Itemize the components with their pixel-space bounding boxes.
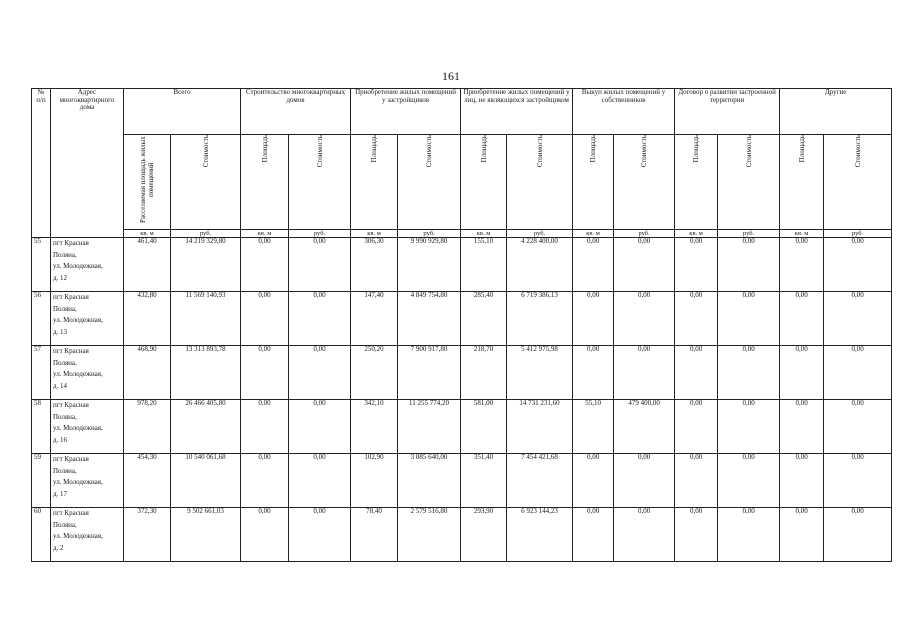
unit-area: кв. м	[351, 230, 398, 238]
unit-area: кв. м	[780, 230, 824, 238]
cell-area: 78,40	[351, 508, 398, 562]
cell-area: 250,20	[351, 346, 398, 400]
cell-cost: 0,00	[824, 400, 892, 454]
header-sub-cost	[171, 135, 241, 230]
cell-cost: 7 454 421,68	[507, 454, 573, 508]
header-sub-label: Площадь	[370, 135, 379, 163]
row-number: 59	[32, 454, 51, 508]
cell-cost: 0,00	[824, 346, 892, 400]
header-sub-cost	[398, 135, 461, 230]
cell-area: 0,00	[573, 238, 614, 292]
unit-rub: руб.	[398, 230, 461, 238]
cell-cost: 14 731 231,60	[507, 400, 573, 454]
cell-cost: 0,00	[614, 238, 675, 292]
cell-area: 293,90	[461, 508, 507, 562]
unit-area: кв. м	[675, 230, 718, 238]
cell-cost: 0,00	[614, 508, 675, 562]
cell-cost: 13 313 893,78	[171, 346, 241, 400]
header-sub-cost	[614, 135, 675, 230]
header-sub-row	[32, 135, 892, 230]
address-line: Поляна,	[53, 466, 77, 475]
cell-cost: 4 228 400,00	[507, 238, 573, 292]
cell-area: 0,00	[675, 454, 718, 508]
address-line: пгт Красная	[53, 239, 89, 247]
cell-area: 102,90	[351, 454, 398, 508]
unit-rub: руб.	[614, 230, 675, 238]
address-line: ул. Молодежная,	[53, 478, 103, 486]
cell-area: 432,80	[124, 292, 171, 346]
cell-area: 0,00	[675, 346, 718, 400]
cell-cost: 0,00	[289, 238, 351, 292]
header-sub-cost	[507, 135, 573, 230]
row-address	[51, 454, 124, 508]
cell-cost: 6 923 144,23	[507, 508, 573, 562]
cell-cost: 0,00	[718, 400, 780, 454]
cell-area: 0,00	[573, 292, 614, 346]
address-line: д. 2	[53, 543, 64, 552]
header-sub-area	[241, 135, 289, 230]
row-address	[51, 400, 124, 454]
table-row	[32, 400, 892, 454]
header-address: Адрес многоквартирного дома	[51, 89, 124, 238]
cell-area: 0,00	[675, 508, 718, 562]
address-line: пгт Красная	[53, 455, 89, 463]
header-sub-cost	[718, 135, 780, 230]
cell-cost: 14 219 329,80	[171, 238, 241, 292]
unit-area: кв. м	[241, 230, 289, 238]
header-sub-label: Стоимость	[853, 135, 862, 168]
cell-area: 461,40	[124, 238, 171, 292]
cell-area: 372,30	[124, 508, 171, 562]
cell-area: 0,00	[780, 454, 824, 508]
row-number: 58	[32, 400, 51, 454]
header-sub-label: Стоимость	[425, 135, 434, 168]
cell-cost: 0,00	[824, 292, 892, 346]
header-sub-label: Стоимость	[640, 135, 649, 168]
cell-area: 306,30	[351, 238, 398, 292]
cell-area: 0,00	[241, 508, 289, 562]
address-line: ул. Молодежная,	[53, 532, 103, 540]
header-unit-row	[32, 230, 892, 238]
cell-cost: 0,00	[824, 454, 892, 508]
address-line: пгт Красная	[53, 401, 89, 409]
cell-cost: 0,00	[718, 346, 780, 400]
cell-cost: 0,00	[718, 454, 780, 508]
header-sub-area	[351, 135, 398, 230]
header-group: Выкуп жилых помещений у собственников	[573, 89, 675, 135]
row-number: 60	[32, 508, 51, 562]
address-line: Поляна,	[53, 304, 77, 313]
address-line: д. 14	[53, 381, 68, 390]
cell-area: 0,00	[241, 400, 289, 454]
cell-area: 0,00	[780, 346, 824, 400]
address-line: пгт Красная	[53, 347, 89, 355]
cell-area: 147,40	[351, 292, 398, 346]
header-sub-label: Площадь	[260, 135, 269, 163]
header-group: Приобретение жилых помещений у застройщиков	[351, 89, 461, 135]
header-num: № п/п	[32, 89, 51, 238]
cell-cost: 11 255 774,20	[398, 400, 461, 454]
address-line: д. 13	[53, 327, 68, 336]
table-row	[32, 292, 892, 346]
header-sub-label: Стоимость	[315, 135, 324, 168]
cell-cost: 7 900 917,80	[398, 346, 461, 400]
cell-area: 55,10	[573, 400, 614, 454]
cell-cost: 0,00	[824, 508, 892, 562]
header-sub-area	[780, 135, 824, 230]
table-row	[32, 346, 892, 400]
cell-area: 0,00	[573, 346, 614, 400]
cell-area: 0,00	[780, 238, 824, 292]
header-group: Договор о развитии застроенной территории	[675, 89, 780, 135]
unit-rub: руб.	[289, 230, 351, 238]
header-sub-label: Стоимость	[201, 135, 210, 168]
address-line: Поляна,	[53, 412, 77, 421]
header-group: Приобретение жилых помещений у лиц, не являющихся застройщиком	[461, 89, 573, 135]
header-sub-area	[675, 135, 718, 230]
unit-rub: руб.	[824, 230, 892, 238]
cell-area: 0,00	[780, 508, 824, 562]
cell-area: 0,00	[675, 292, 718, 346]
header-sub-label: Расселяемая площадь жилых помещений	[139, 136, 155, 224]
header-sub-label: Стоимость	[744, 135, 753, 168]
header-sub-cost	[824, 135, 892, 230]
address-line: ул. Молодежная,	[53, 370, 103, 378]
cell-area: 0,00	[241, 346, 289, 400]
address-line: ул. Молодежная,	[53, 262, 103, 270]
address-line: ул. Молодежная,	[53, 424, 103, 432]
unit-area: кв. м	[461, 230, 507, 238]
resettlement-table	[31, 88, 892, 562]
row-address	[51, 238, 124, 292]
cell-cost: 10 540 061,68	[171, 454, 241, 508]
header-group: Другие	[780, 89, 892, 135]
header-sub-label: Площадь	[692, 135, 701, 163]
cell-cost: 0,00	[289, 454, 351, 508]
cell-area: 351,40	[461, 454, 507, 508]
cell-area: 218,70	[461, 346, 507, 400]
header-sub-label: Площадь	[797, 135, 806, 163]
cell-cost: 0,00	[824, 238, 892, 292]
cell-cost: 2 579 516,80	[398, 508, 461, 562]
row-address	[51, 346, 124, 400]
header-sub-area	[461, 135, 507, 230]
cell-cost: 0,00	[614, 292, 675, 346]
cell-cost: 11 569 140,93	[171, 292, 241, 346]
cell-area: 285,40	[461, 292, 507, 346]
cell-area: 0,00	[675, 238, 718, 292]
row-number: 55	[32, 238, 51, 292]
cell-area: 0,00	[241, 454, 289, 508]
unit-rub: руб.	[507, 230, 573, 238]
cell-cost: 0,00	[289, 400, 351, 454]
cell-area: 468,90	[124, 346, 171, 400]
page-number: 161	[442, 69, 460, 83]
header-group-row	[32, 89, 892, 135]
cell-cost: 0,00	[718, 508, 780, 562]
address-line: Поляна,	[53, 358, 77, 367]
cell-cost: 26 466 405,80	[171, 400, 241, 454]
header-group: Строительство многоквартирных домов	[241, 89, 351, 135]
cell-cost: 9 990 929,80	[398, 238, 461, 292]
table-row	[32, 508, 892, 562]
cell-cost: 479 400,00	[614, 400, 675, 454]
address-line: Поляна,	[53, 520, 77, 529]
unit-rub: руб.	[171, 230, 241, 238]
address-line: д. 17	[53, 489, 68, 498]
unit-rub: руб.	[718, 230, 780, 238]
address-line: пгт Красная	[53, 293, 89, 301]
header-sub-label: Площадь	[479, 135, 488, 163]
cell-area: 0,00	[780, 400, 824, 454]
cell-cost: 0,00	[289, 292, 351, 346]
cell-cost: 9 502 661,03	[171, 508, 241, 562]
address-line: д. 16	[53, 435, 68, 444]
cell-area: 155,10	[461, 238, 507, 292]
cell-area: 0,00	[675, 400, 718, 454]
cell-cost: 0,00	[289, 346, 351, 400]
cell-area: 342,10	[351, 400, 398, 454]
cell-cost: 5 412 975,98	[507, 346, 573, 400]
header-sub-label: Площадь	[589, 135, 598, 163]
address-line: Поляна,	[53, 250, 77, 259]
cell-area: 581,00	[461, 400, 507, 454]
cell-area: 0,00	[780, 292, 824, 346]
cell-cost: 0,00	[614, 454, 675, 508]
header-sub-total-area	[124, 135, 171, 230]
cell-cost: 0,00	[614, 346, 675, 400]
cell-area: 978,20	[124, 400, 171, 454]
table-row	[32, 238, 892, 292]
row-number: 57	[32, 346, 51, 400]
cell-cost: 4 849 754,80	[398, 292, 461, 346]
cell-area: 454,30	[124, 454, 171, 508]
address-line: пгт Красная	[53, 509, 89, 517]
cell-cost: 0,00	[718, 292, 780, 346]
header-sub-area	[573, 135, 614, 230]
address-line: ул. Молодежная,	[53, 316, 103, 324]
header-group: Всего	[124, 89, 241, 135]
cell-area: 0,00	[241, 238, 289, 292]
header-sub-cost	[289, 135, 351, 230]
cell-area: 0,00	[241, 292, 289, 346]
row-address	[51, 508, 124, 562]
header-sub-label: Стоимость	[535, 135, 544, 168]
unit-area: кв. м	[573, 230, 614, 238]
unit-area: кв. м	[124, 230, 171, 238]
cell-area: 0,00	[573, 454, 614, 508]
table-row	[32, 454, 892, 508]
cell-cost: 3 085 640,00	[398, 454, 461, 508]
address-line: д. 12	[53, 273, 68, 282]
cell-cost: 6 719 386,13	[507, 292, 573, 346]
row-address	[51, 292, 124, 346]
cell-area: 0,00	[573, 508, 614, 562]
cell-cost: 0,00	[718, 238, 780, 292]
row-number: 56	[32, 292, 51, 346]
cell-cost: 0,00	[289, 508, 351, 562]
